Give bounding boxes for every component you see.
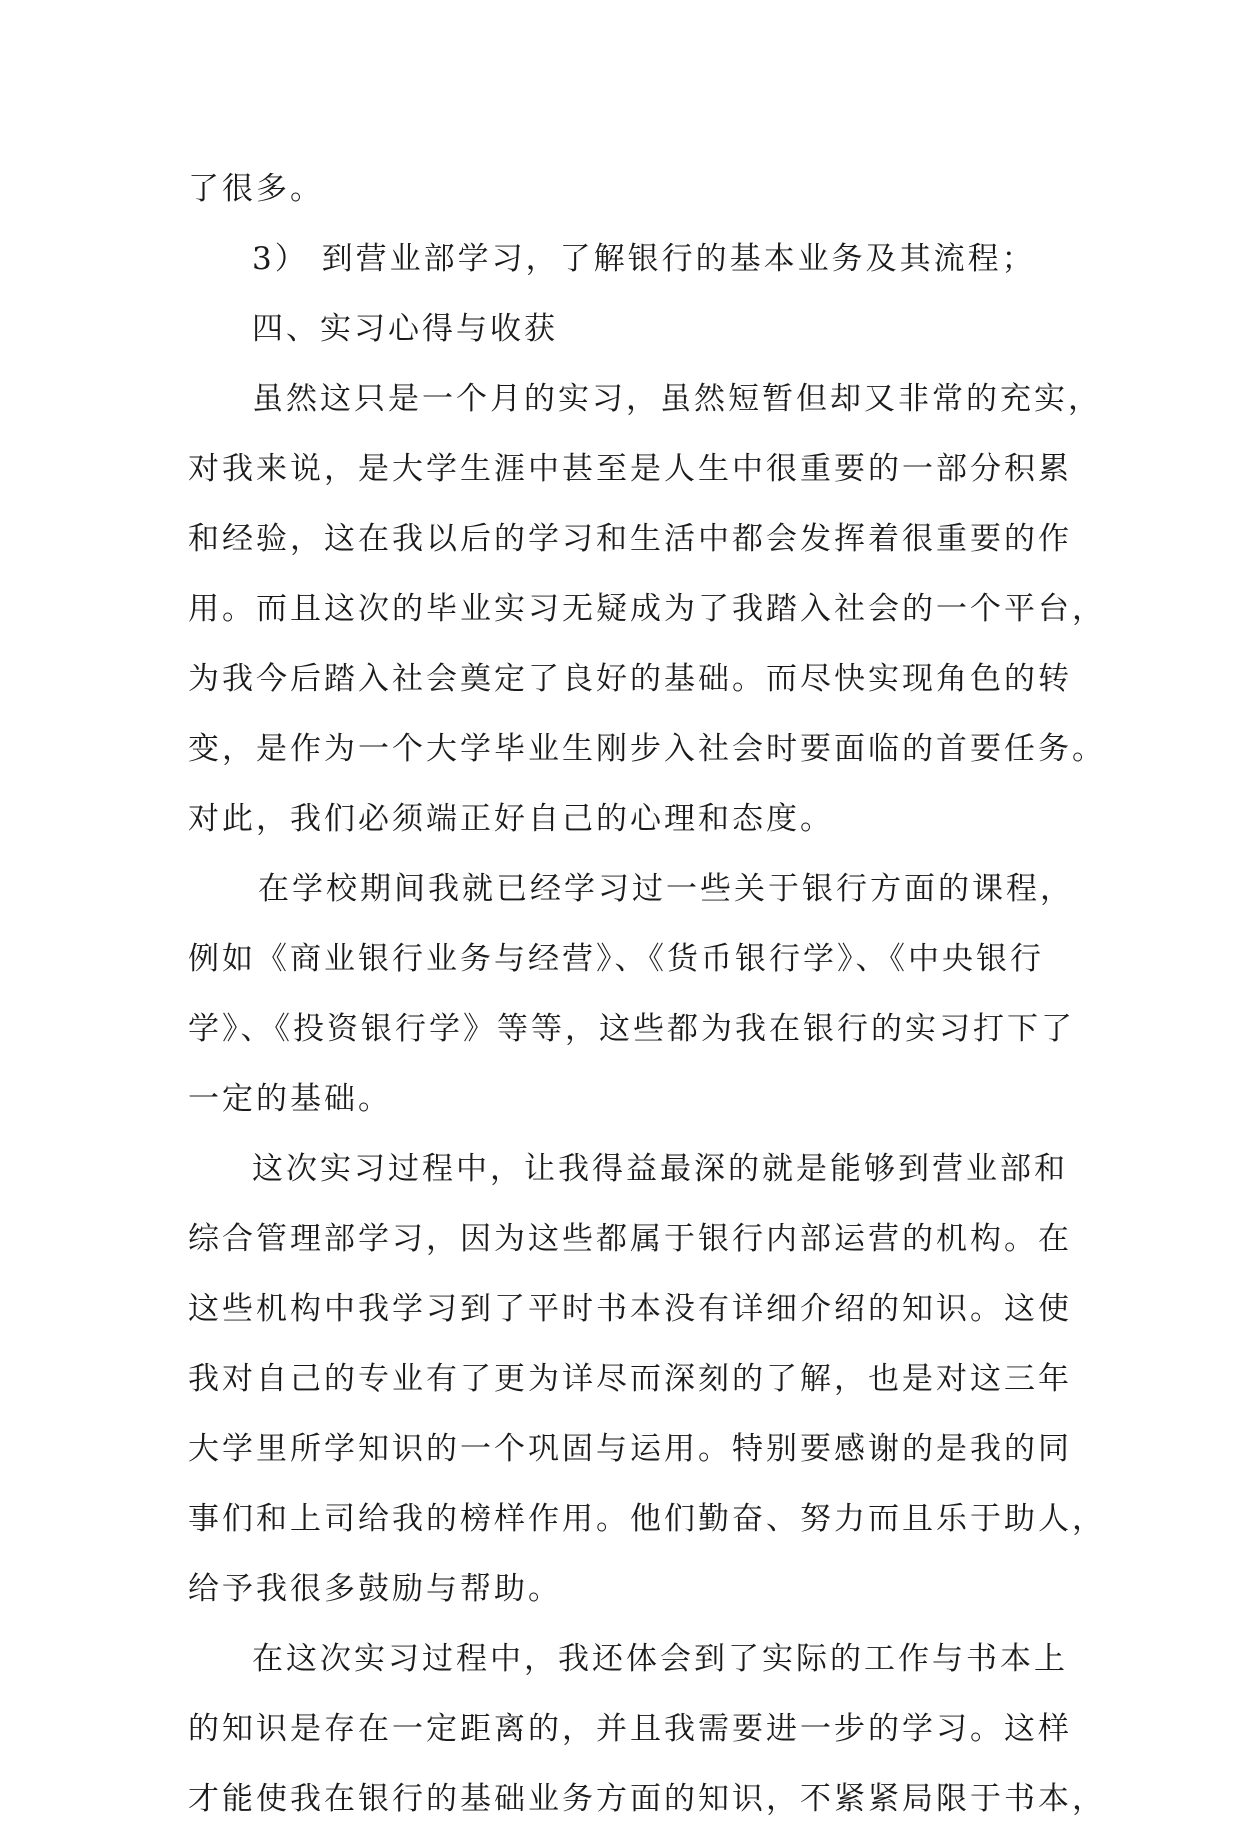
text-line: 虽然这只是一个月的实习，虽然短暂但却又非常的充实， (252, 381, 1102, 417)
text-line: 对此，我们必须端正好自己的心理和态度。 (188, 801, 834, 837)
text-line: 在学校期间我就已经学习过一些关于银行方面的课程， (258, 871, 1074, 907)
text-line: 这些机构中我学习到了平时书本没有详细介绍的知识。这使 (188, 1291, 1072, 1327)
section-heading: 四、实习心得与收获 (252, 311, 558, 347)
text-line: 对我来说，是大学生涯中甚至是人生中很重要的一部分积累 (188, 451, 1072, 487)
document-body (188, 154, 1106, 1834)
text-line: 变，是作为一个大学毕业生刚步入社会时要面临的首要任务。 (188, 731, 1106, 767)
text-line: 和经验，这在我以后的学习和生活中都会发挥着很重要的作 (188, 521, 1072, 557)
text-line: 综合管理部学习，因为这些都属于银行内部运营的机构。在 (188, 1221, 1072, 1257)
text-line: 的知识是存在一定距离的，并且我需要进一步的学习。这样 (188, 1711, 1072, 1747)
text-line: 一定的基础。 (188, 1081, 392, 1117)
text-line: 事们和上司给我的榜样作用。他们勤奋、努力而且乐于助人， (188, 1501, 1106, 1537)
text-line: 为我今后踏入社会奠定了良好的基础。而尽快实现角色的转 (188, 661, 1072, 697)
text-line: 学》、《投资银行学》等等，这些都为我在银行的实习打下了 (188, 1011, 1075, 1047)
text-line: 了很多。 (188, 171, 324, 207)
text-line: 才能使我在银行的基础业务方面的知识，不紧紧局限于书本， (188, 1781, 1106, 1817)
text-line: 我对自己的专业有了更为详尽而深刻的了解，也是对这三年 (188, 1361, 1072, 1397)
text-line: 大学里所学知识的一个巩固与运用。特别要感谢的是我的同 (188, 1431, 1072, 1467)
text-line: 在这次实习过程中，我还体会到了实际的工作与书本上 (252, 1641, 1068, 1677)
text-line: 例如《商业银行业务与经营》、《货币银行学》、《中央银行 (188, 941, 1044, 977)
text-line: 用。而且这次的毕业实习无疑成为了我踏入社会的一个平台， (188, 591, 1106, 627)
text-line: 给予我很多鼓励与帮助。 (188, 1571, 562, 1607)
text-line: 这次实习过程中，让我得益最深的就是能够到营业部和 (252, 1151, 1068, 1187)
text-line: 3） 到营业部学习，了解银行的基本业务及其流程； (252, 241, 1036, 277)
